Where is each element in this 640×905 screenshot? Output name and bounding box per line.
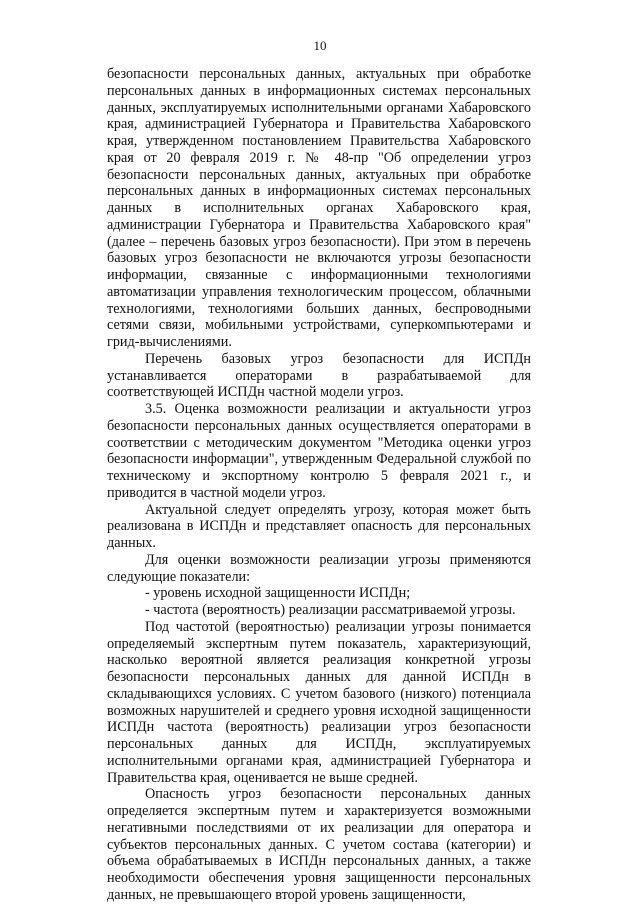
paragraph: Опасность угроз безопасности персональных данных определяется экспертным путем и характеризуется возможными негативными последствиями от их реализации для оператора и субъектов персональных данных. С учетом состава (категории) и объема обрабатываемых в ИСПДн персональных данных, а также необходимости обеспечения уровня защищенности персональных данных, не превышающего второй уровень защищенности, <box>107 786 531 903</box>
list-item: - частота (вероятность) реализации рассматриваемой угрозы. <box>145 602 516 618</box>
paragraph: Перечень базовых угроз безопасности для ИСПДн устанавливается операторами в разрабатываемой для соответствующей ИСПДн частной модели угроз. <box>107 350 531 401</box>
document-body <box>107 66 531 904</box>
paragraph: Актуальной следует определять угрозу, которая может быть реализована в ИСПДн и представляет опасность для персональных данных. <box>107 501 531 551</box>
paragraph: Для оценки возможности реализации угрозы применяются следующие показатели: <box>107 551 531 585</box>
paragraph: Под частотой (вероятностью) реализации угрозы понимается определяемый экспертным путем показатель, характеризующий, насколько вероятной является реализация конкретной угрозы безопасности персональных данных для данной ИСПДн в складывающихся условиях. С учетом базового (низкого) потенциала возможных нарушителей и среднего уровня исходной защищенности ИСПДн частота (вероятность) реализации угроз безопасности персональных данных для ИСПДн, эксплуатируемых исполнительными органами края, администрацией Губернатора и Правительства края, оценивается не выше средней. <box>107 618 531 786</box>
list-item: - уровень исходной защищенности ИСПДн; <box>145 585 411 602</box>
page-number: 10 <box>313 38 327 53</box>
paragraph: безопасности персональных данных, актуальных при обработке персональных данных в информационных системах персональных данных, эксплуатируемых исполнительными органами Хабаровского края, администрацией Губернатора и Правительства Хабаровского края, утвержденном постановлением Правительства Хабаровского края от 20 февраля 2019 г. № 48-пр "Об определении угроз безопасности персональных данных, актуальных при обработке персональных данных в информационных системах персональных данных в исполнительных органах Хабаровского края, администрации Губернатора и Правительства Хабаровского края" (далее – перечень базовых угроз безопасности). При этом в перечень базовых угроз безопасности не включаются угрозы безопасности информации, связанные с информационными технологиями автоматизации управления технологическим процессом, облачными технологиями, технологиями больших данных, беспроводными сетями связи, мобильными устройствами, суперкомпьютерами и грид-вычислениями. <box>107 66 531 350</box>
paragraph: 3.5. Оценка возможности реализации и актуальности угроз безопасности персональных данных осуществляется операторами в соответствии с методическим документом "Методика оценки угроз безопасности информации", утвержденным Федеральной службой по техническому и экспортному контролю 5 февраля 2021 г., и приводится в частной модели угроз. <box>107 401 531 501</box>
